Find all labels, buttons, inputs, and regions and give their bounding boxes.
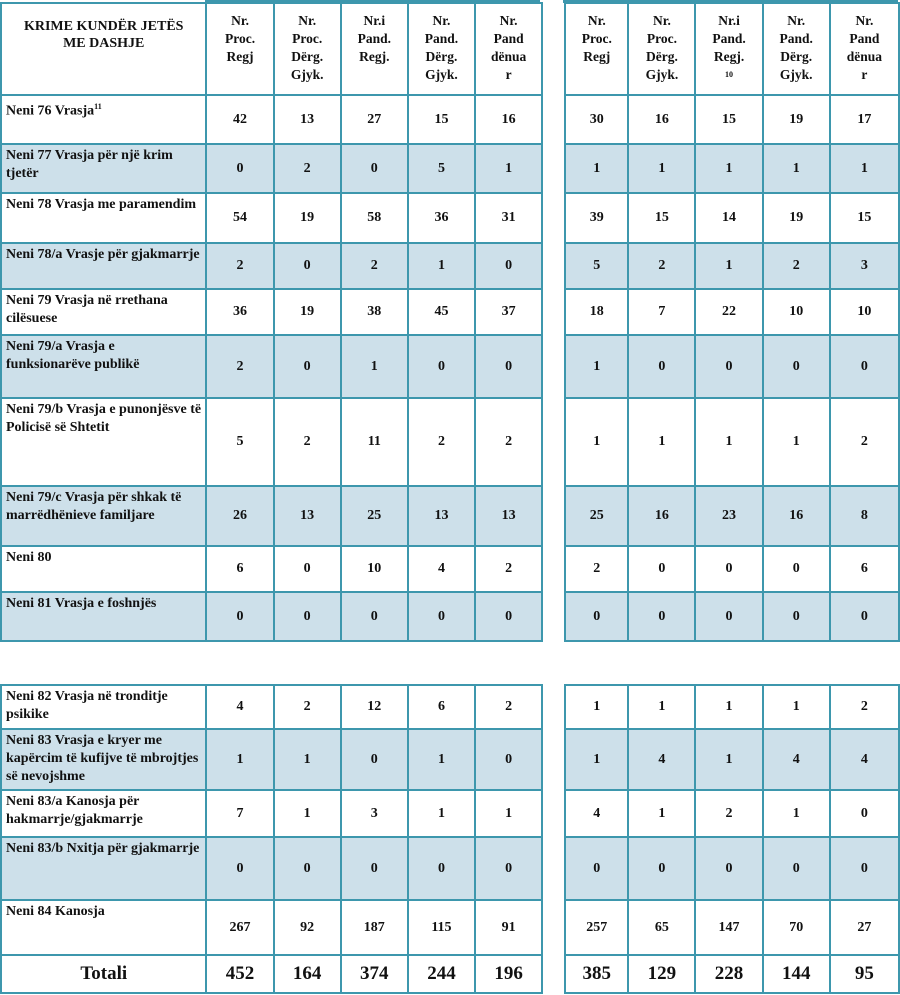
- total-row: [1, 955, 899, 993]
- col-header-line: Regj: [226, 49, 254, 64]
- table-row: [1, 144, 899, 193]
- value-cell: 0: [475, 592, 542, 641]
- column-gap: [542, 193, 565, 243]
- col-header-right: [695, 3, 762, 95]
- row-label: [1, 193, 206, 243]
- col-header-line: Nr.i: [363, 13, 386, 28]
- value-cell: 23: [695, 486, 762, 546]
- value-cell: 0: [341, 144, 408, 193]
- value-cell: 36: [408, 193, 475, 243]
- value-cell: 15: [628, 193, 695, 243]
- value-cell: 22: [695, 289, 762, 335]
- value-cell: 91: [475, 900, 542, 955]
- value-cell: 0: [628, 546, 695, 592]
- value-cell: 3: [341, 790, 408, 837]
- value-cell: 2: [274, 144, 341, 193]
- value-cell: 1: [565, 729, 628, 790]
- value-cell: 25: [341, 486, 408, 546]
- value-cell: 0: [763, 592, 830, 641]
- value-cell: 5: [206, 398, 273, 486]
- value-cell: 1: [475, 144, 542, 193]
- row-label-text: Neni 83/a Kanosja për hakmarrje/gjakmarrje: [6, 794, 143, 827]
- total-cell: 196: [475, 955, 542, 993]
- row-label-text: Neni 83 Vrasja e kryer me kapërcim të kufijve të mbrojtjes së nevojshme: [6, 733, 199, 784]
- col-header-line: Nr.: [499, 13, 518, 28]
- col-header-line: Gjyk.: [645, 67, 679, 82]
- row-label-text: Neni 83/b Nxitja për gjakmarrje: [6, 841, 200, 856]
- value-cell: 4: [408, 546, 475, 592]
- col-header-line: Nr.: [587, 13, 606, 28]
- value-cell: 0: [341, 837, 408, 900]
- value-cell: 7: [628, 289, 695, 335]
- value-cell: 13: [475, 486, 542, 546]
- col-header-left: [408, 3, 475, 95]
- value-cell: 0: [475, 243, 542, 289]
- value-cell: 1: [408, 790, 475, 837]
- total-cell: 228: [695, 955, 762, 993]
- value-cell: 0: [408, 335, 475, 398]
- value-cell: 0: [763, 335, 830, 398]
- value-cell: 27: [830, 900, 899, 955]
- value-cell: 2: [628, 243, 695, 289]
- total-cell: 129: [628, 955, 695, 993]
- value-cell: 0: [206, 592, 273, 641]
- value-cell: 0: [274, 243, 341, 289]
- value-cell: 2: [274, 398, 341, 486]
- column-gap: [542, 3, 565, 95]
- value-cell: 1: [274, 790, 341, 837]
- table-title: [1, 3, 206, 95]
- value-cell: 0: [475, 335, 542, 398]
- table-row: [1, 837, 899, 900]
- value-cell: 3: [830, 243, 899, 289]
- value-cell: 0: [695, 335, 762, 398]
- table-row: [1, 243, 899, 289]
- total-cell: 374: [341, 955, 408, 993]
- row-label-text: Neni 76 Vrasja: [6, 103, 95, 119]
- value-cell: 0: [695, 837, 762, 900]
- col-header-line: Nr.: [432, 13, 451, 28]
- row-label: [1, 95, 206, 144]
- value-cell: 26: [206, 486, 273, 546]
- column-gap: [542, 95, 565, 144]
- value-cell: 2: [206, 335, 273, 398]
- homicide-table-part1: [0, 2, 900, 642]
- value-cell: 6: [830, 546, 899, 592]
- value-cell: 0: [763, 837, 830, 900]
- col-header-line: Proc.: [581, 31, 612, 46]
- row-label: [1, 900, 206, 955]
- value-cell: 92: [274, 900, 341, 955]
- value-cell: 19: [274, 193, 341, 243]
- value-cell: 14: [695, 193, 762, 243]
- table-row: [1, 592, 899, 641]
- value-cell: 2: [763, 243, 830, 289]
- row-label: [1, 837, 206, 900]
- row-label: [1, 729, 206, 790]
- value-cell: 10: [830, 289, 899, 335]
- row-label: [1, 398, 206, 486]
- col-header-line: Pand.: [712, 31, 746, 46]
- col-header-line: Nr.: [787, 13, 806, 28]
- value-cell: 0: [206, 144, 273, 193]
- value-cell: 1: [763, 685, 830, 729]
- value-cell: 1: [695, 398, 762, 486]
- value-cell: 147: [695, 900, 762, 955]
- value-cell: 31: [475, 193, 542, 243]
- value-cell: 38: [341, 289, 408, 335]
- value-cell: 0: [565, 592, 628, 641]
- value-cell: 2: [475, 685, 542, 729]
- value-cell: 1: [341, 335, 408, 398]
- col-header-line: Regj.: [359, 49, 390, 64]
- col-header-line: Nr.i: [718, 13, 740, 28]
- column-gap: [542, 243, 565, 289]
- total-label: [1, 955, 206, 993]
- value-cell: 0: [274, 546, 341, 592]
- table-row: [1, 95, 899, 144]
- value-cell: 2: [408, 398, 475, 486]
- col-header-right: [830, 3, 899, 95]
- col-header-line: Pand.: [357, 31, 391, 46]
- row-label-text: Neni 79/c Vrasja për shkak të marrëdhënieve familjare: [6, 490, 182, 523]
- table-title-line2: ME DASHJE: [63, 36, 145, 51]
- column-gap: [542, 546, 565, 592]
- value-cell: 2: [206, 243, 273, 289]
- value-cell: 0: [763, 546, 830, 592]
- row-label-text: Neni 79/a Vrasja e funksionarëve publikë: [6, 339, 140, 372]
- value-cell: 1: [475, 790, 542, 837]
- row-label: [1, 486, 206, 546]
- value-cell: 187: [341, 900, 408, 955]
- value-cell: 18: [565, 289, 628, 335]
- value-cell: 1: [274, 729, 341, 790]
- value-cell: 2: [565, 546, 628, 592]
- value-cell: 0: [206, 837, 273, 900]
- col-header-line: r: [505, 67, 512, 82]
- value-cell: 4: [628, 729, 695, 790]
- col-header-line: Proc.: [292, 31, 323, 46]
- col-header-line: Dërg.: [291, 49, 324, 64]
- column-gap: [542, 335, 565, 398]
- row-label-text: Neni 81 Vrasja e foshnjës: [6, 596, 157, 611]
- value-cell: 65: [628, 900, 695, 955]
- col-header-line: Pand.: [424, 31, 459, 46]
- value-cell: 2: [830, 685, 899, 729]
- table-row: [1, 335, 899, 398]
- value-cell: 37: [475, 289, 542, 335]
- value-cell: 5: [565, 243, 628, 289]
- value-cell: 1: [628, 144, 695, 193]
- table-row: [1, 289, 899, 335]
- table-row: [1, 685, 899, 729]
- value-cell: 15: [830, 193, 899, 243]
- value-cell: 54: [206, 193, 273, 243]
- value-cell: 0: [408, 837, 475, 900]
- column-gap: [542, 685, 565, 729]
- value-cell: 0: [341, 729, 408, 790]
- value-cell: 58: [341, 193, 408, 243]
- value-cell: 267: [206, 900, 273, 955]
- col-header-left: [475, 3, 542, 95]
- value-cell: 257: [565, 900, 628, 955]
- value-cell: 0: [830, 837, 899, 900]
- column-gap: [542, 729, 565, 790]
- value-cell: 39: [565, 193, 628, 243]
- value-cell: 1: [565, 398, 628, 486]
- value-cell: 10: [341, 546, 408, 592]
- row-label-text: Neni 78/a Vrasje për gjakmarrje: [6, 247, 200, 262]
- value-cell: 1: [565, 335, 628, 398]
- col-header-line: Gjyk.: [779, 67, 813, 82]
- row-label-text: Neni 78 Vrasja me paramendim: [6, 197, 197, 212]
- value-cell: 115: [408, 900, 475, 955]
- value-cell: 0: [475, 729, 542, 790]
- col-header-line: Gjyk.: [425, 67, 458, 82]
- col-header-line: Dërg.: [780, 49, 813, 64]
- value-cell: 10: [763, 289, 830, 335]
- value-cell: 30: [565, 95, 628, 144]
- value-cell: 25: [565, 486, 628, 546]
- value-cell: 6: [206, 546, 273, 592]
- value-cell: 1: [206, 729, 273, 790]
- value-cell: 0: [830, 790, 899, 837]
- value-cell: 0: [341, 592, 408, 641]
- value-cell: 0: [830, 592, 899, 641]
- value-cell: 42: [206, 95, 273, 144]
- value-cell: 1: [565, 144, 628, 193]
- value-cell: 8: [830, 486, 899, 546]
- value-cell: 0: [475, 837, 542, 900]
- value-cell: 4: [830, 729, 899, 790]
- col-header-line: Nr.: [652, 13, 671, 28]
- col-header-left: [206, 3, 273, 95]
- col-header-line: Gjyk.: [290, 67, 324, 82]
- value-cell: 19: [763, 95, 830, 144]
- table-title-line1: KRIME KUNDËR JETËS: [23, 19, 184, 34]
- value-cell: 16: [763, 486, 830, 546]
- value-cell: 1: [695, 685, 762, 729]
- value-cell: 0: [274, 837, 341, 900]
- value-cell: 2: [830, 398, 899, 486]
- total-cell: 244: [408, 955, 475, 993]
- table-row: [1, 398, 899, 486]
- value-cell: 1: [763, 398, 830, 486]
- value-cell: 1: [408, 729, 475, 790]
- value-cell: 1: [628, 398, 695, 486]
- col-header-left: [274, 3, 341, 95]
- column-gap: [542, 900, 565, 955]
- total-cell: 144: [763, 955, 830, 993]
- col-header-line: r: [861, 67, 868, 82]
- value-cell: 0: [565, 837, 628, 900]
- value-cell: 1: [628, 685, 695, 729]
- value-cell: 1: [628, 790, 695, 837]
- value-cell: 2: [475, 398, 542, 486]
- value-cell: 1: [695, 144, 762, 193]
- value-cell: 1: [763, 144, 830, 193]
- value-cell: 16: [628, 486, 695, 546]
- col-header-right: [763, 3, 830, 95]
- col-header-line: Nr.: [855, 13, 874, 28]
- value-cell: 0: [695, 592, 762, 641]
- col-header-right: [565, 3, 628, 95]
- row-label: [1, 335, 206, 398]
- table-row: [1, 729, 899, 790]
- value-cell: 36: [206, 289, 273, 335]
- col-header-line: Proc.: [646, 31, 677, 46]
- column-gap: [542, 289, 565, 335]
- col-header-right: [628, 3, 695, 95]
- value-cell: 7: [206, 790, 273, 837]
- value-cell: 0: [274, 592, 341, 641]
- footnote-marker: 10: [725, 70, 734, 79]
- value-cell: 5: [408, 144, 475, 193]
- total-cell: 95: [830, 955, 899, 993]
- value-cell: 0: [408, 592, 475, 641]
- value-cell: 0: [274, 335, 341, 398]
- value-cell: 12: [341, 685, 408, 729]
- value-cell: 16: [475, 95, 542, 144]
- col-header-line: dënua: [490, 49, 527, 64]
- value-cell: 1: [565, 685, 628, 729]
- value-cell: 16: [628, 95, 695, 144]
- col-header-line: Pand: [493, 31, 524, 46]
- row-label-text: Neni 82 Vrasja në tronditje psikike: [6, 689, 168, 722]
- row-label: [1, 243, 206, 289]
- col-header-line: Dërg.: [425, 49, 458, 64]
- row-label: [1, 592, 206, 641]
- col-header-line: dënua: [846, 49, 883, 64]
- value-cell: 6: [408, 685, 475, 729]
- row-label: [1, 685, 206, 729]
- homicide-table-part2: [0, 684, 900, 994]
- col-header-line: Pand: [849, 31, 880, 46]
- value-cell: 4: [763, 729, 830, 790]
- value-cell: 2: [695, 790, 762, 837]
- total-cell: 452: [206, 955, 273, 993]
- value-cell: 70: [763, 900, 830, 955]
- col-header-line: Nr.: [298, 13, 317, 28]
- value-cell: 2: [341, 243, 408, 289]
- value-cell: 1: [763, 790, 830, 837]
- col-header-left: [341, 3, 408, 95]
- value-cell: 0: [628, 837, 695, 900]
- row-label: [1, 289, 206, 335]
- value-cell: 19: [763, 193, 830, 243]
- value-cell: 15: [408, 95, 475, 144]
- value-cell: 4: [565, 790, 628, 837]
- value-cell: 0: [830, 335, 899, 398]
- value-cell: 0: [628, 335, 695, 398]
- value-cell: 2: [274, 685, 341, 729]
- row-label-text: Neni 77 Vrasja për një krim tjetër: [6, 148, 173, 181]
- value-cell: 13: [408, 486, 475, 546]
- col-header-line: Dërg.: [645, 49, 678, 64]
- table-row: [1, 790, 899, 837]
- column-gap: [542, 790, 565, 837]
- row-label: [1, 144, 206, 193]
- column-gap: [542, 837, 565, 900]
- footnote-marker: 11: [94, 102, 102, 111]
- value-cell: 19: [274, 289, 341, 335]
- row-label-text: Totali: [80, 963, 128, 984]
- column-gap: [542, 486, 565, 546]
- column-gap: [542, 955, 565, 993]
- col-header-line: Pand.: [779, 31, 813, 46]
- value-cell: 27: [341, 95, 408, 144]
- row-label-text: Neni 84 Kanosja: [6, 904, 105, 919]
- table-row: [1, 900, 899, 955]
- col-header-line: Proc.: [224, 31, 256, 46]
- row-label: [1, 790, 206, 837]
- value-cell: 4: [206, 685, 273, 729]
- value-cell: 17: [830, 95, 899, 144]
- value-cell: 15: [695, 95, 762, 144]
- col-header-line: Nr.: [231, 13, 249, 28]
- column-gap: [542, 144, 565, 193]
- row-label: [1, 546, 206, 592]
- total-cell: 385: [565, 955, 628, 993]
- table-row: [1, 193, 899, 243]
- col-header-line: Regj: [583, 49, 611, 64]
- table-row: [1, 486, 899, 546]
- value-cell: 13: [274, 486, 341, 546]
- row-label-text: Neni 80: [6, 550, 52, 565]
- value-cell: 2: [475, 546, 542, 592]
- value-cell: 1: [695, 729, 762, 790]
- col-header-line: Regj.: [713, 49, 745, 64]
- total-cell: 164: [274, 955, 341, 993]
- value-cell: 0: [628, 592, 695, 641]
- table-row: [1, 546, 899, 592]
- value-cell: 13: [274, 95, 341, 144]
- value-cell: 1: [408, 243, 475, 289]
- value-cell: 45: [408, 289, 475, 335]
- value-cell: 1: [830, 144, 899, 193]
- column-gap: [542, 398, 565, 486]
- table-header-row: [1, 3, 899, 95]
- value-cell: 0: [695, 546, 762, 592]
- row-label-text: Neni 79 Vrasja në rrethana cilësuese: [6, 293, 168, 326]
- row-label-text: Neni 79/b Vrasja e punonjësve të Policisë së Shtetit: [6, 402, 202, 435]
- value-cell: 1: [695, 243, 762, 289]
- value-cell: 11: [341, 398, 408, 486]
- column-gap: [542, 592, 565, 641]
